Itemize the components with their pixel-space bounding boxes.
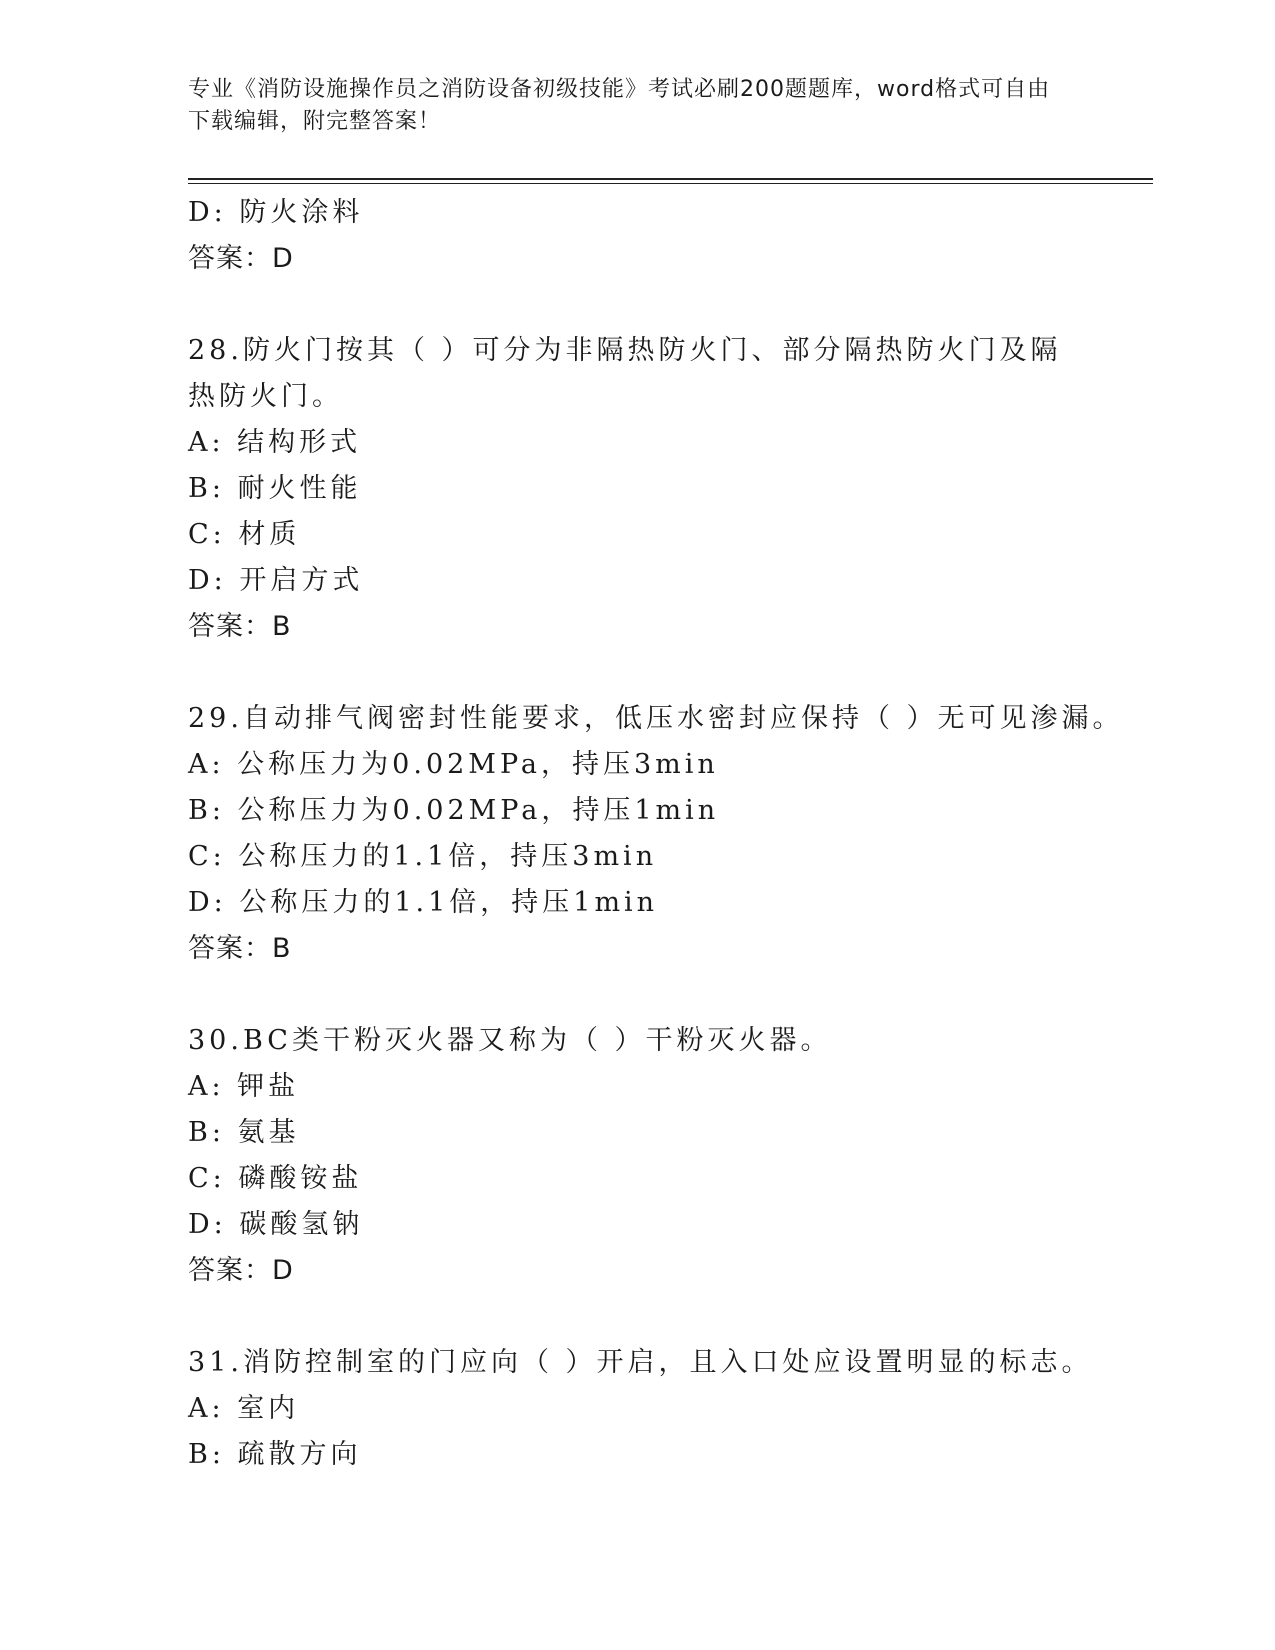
question-text: 28.防火门按其（ ）可分为非隔热防火门、部分隔热防火门及隔热防火门。 [188,335,1062,412]
option-d: D: 碳酸氢钠 [188,1209,364,1240]
question-text: 29.自动排气阀密封性能要求，低压水密封应保持（ ）无可见渗漏。 [188,703,1124,734]
header-divider [188,178,1153,180]
option-b: B: 疏散方向 [188,1439,362,1470]
option-d: D: 公称压力的1.1倍，持压1min [188,887,659,918]
option-b: B: 公称压力为0.02MPa，持压1min [188,795,720,826]
option-a: A: 室内 [188,1393,300,1424]
answer-line: 答案：D [188,1255,294,1286]
option-b: B: 氨基 [188,1117,300,1148]
option-b: B: 耐火性能 [188,473,362,504]
header-divider-thin [188,183,1153,184]
option-a: A: 结构形式 [188,427,362,458]
question-list [188,190,1124,1478]
page-header-title: 专业《消防设施操作员之消防设备初级技能》考试必刷200题题库，word格式可自由下载编辑，附完整答案！ [188,77,1051,134]
question-text: 31.消防控制室的门应向（ ）开启，且入口处应设置明显的标志。 [188,1347,1093,1378]
answer-line: 答案：D [188,243,294,274]
question-text: 30.BC类干粉灭火器又称为（ ）干粉灭火器。 [188,1025,832,1056]
option-d: D: 开启方式 [188,565,364,596]
answer-line: 答案：B [188,611,292,642]
option-c: C: 材质 [188,519,301,550]
option-a: A: 钾盐 [188,1071,300,1102]
option-c: C: 公称压力的1.1倍，持压3min [188,841,658,872]
option-c: C: 磷酸铵盐 [188,1163,363,1194]
option-d: D: 防火涂料 [188,197,364,228]
answer-line: 答案：B [188,933,292,964]
option-a: A: 公称压力为0.02MPa，持压3min [188,749,719,780]
